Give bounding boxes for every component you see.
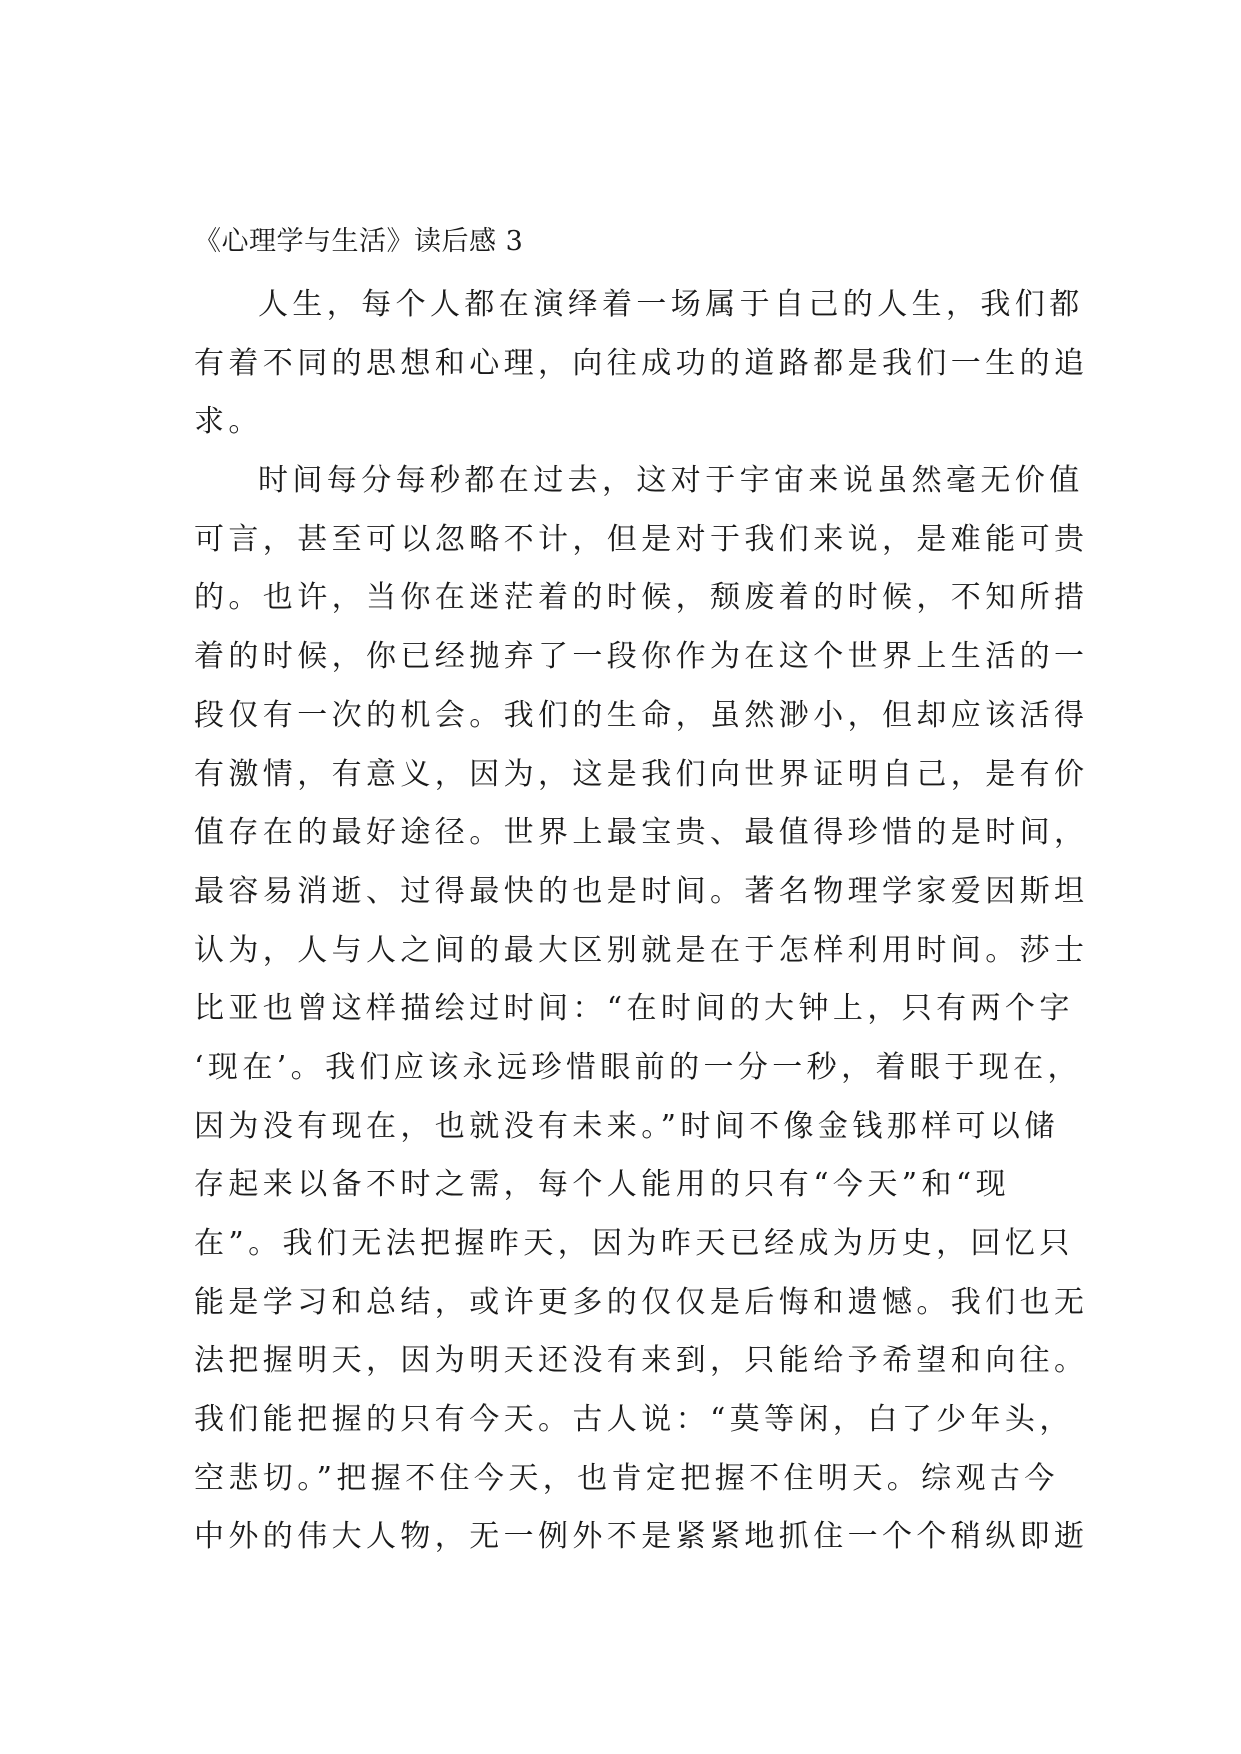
paragraph-2-line-19: 中外的伟大人物，无一例外不是紧紧地抓住一个个稍纵即逝 <box>194 1519 1089 1555</box>
paragraph-2-line-6: 有激情，有意义，因为，这是我们向世界证明自己，是有价 <box>194 756 1089 792</box>
paragraph-2-line-1: 时间每分每秒都在过去，这对于宇宙来说虽然毫无价值 <box>258 463 1084 499</box>
paragraph-2-line-16: 法把握明天，因为明天还没有来到，只能给予希望和向往。 <box>194 1343 1089 1379</box>
paragraph-2-line-13: 存起来以备不时之需，每个人能用的只有“今天”和“现 <box>194 1167 1011 1203</box>
paragraph-2-line-15: 能是学习和总结，或许更多的仅仅是后悔和遗憾。我们也无 <box>194 1284 1089 1320</box>
paragraph-1-line-2: 有着不同的思想和心理，向往成功的道路都是我们一生的追 <box>194 345 1089 381</box>
document-title: 《心理学与生活》读后感 3 <box>194 226 524 257</box>
paragraph-2-line-12: 因为没有现在，也就没有未来。”时间不像金钱那样可以储 <box>194 1108 1059 1144</box>
paragraph-2-line-4: 着的时候，你已经抛弃了一段你作为在这个世界上生活的一 <box>194 639 1089 675</box>
paragraph-2-line-18: 空悲切。”把握不住今天，也肯定把握不住明天。综观古今 <box>194 1460 1059 1496</box>
paragraph-2-line-10: 比亚也曾这样描绘过时间：“在时间的大钟上，只有两个字 <box>194 991 1074 1027</box>
paragraph-2-line-8: 最容易消逝、过得最快的也是时间。著名物理学家爱因斯坦 <box>194 873 1089 909</box>
paragraph-2-line-7: 值存在的最好途径。世界上最宝贵、最值得珍惜的是时间， <box>194 815 1089 851</box>
document-body <box>194 222 1089 1567</box>
paragraph-2-line-2: 可言，甚至可以忽略不计，但是对于我们来说，是难能可贵 <box>194 521 1089 557</box>
paragraph-2-line-17: 我们能把握的只有今天。古人说：“莫等闲，白了少年头， <box>194 1402 1074 1438</box>
paragraph-2-line-9: 认为，人与人之间的最大区别就是在于怎样利用时间。莎士 <box>194 932 1089 968</box>
paragraph-2-line-3: 的。也许，当你在迷茫着的时候，颓废着的时候，不知所措 <box>194 580 1089 616</box>
paragraph-1-line-1: 人生，每个人都在演绎着一场属于自己的人生，我们都 <box>258 287 1084 322</box>
paragraph-2-line-14: 在”。我们无法把握昨天，因为昨天已经成为历史，回忆只 <box>194 1226 1074 1261</box>
paragraph-1-line-3: 求。 <box>194 404 263 440</box>
paragraph-2-line-11: ‘现在’。我们应该永远珍惜眼前的一分一秒，着眼于现在， <box>194 1049 1082 1085</box>
paragraph-2-line-5: 段仅有一次的机会。我们的生命，虽然渺小，但却应该活得 <box>194 697 1089 733</box>
